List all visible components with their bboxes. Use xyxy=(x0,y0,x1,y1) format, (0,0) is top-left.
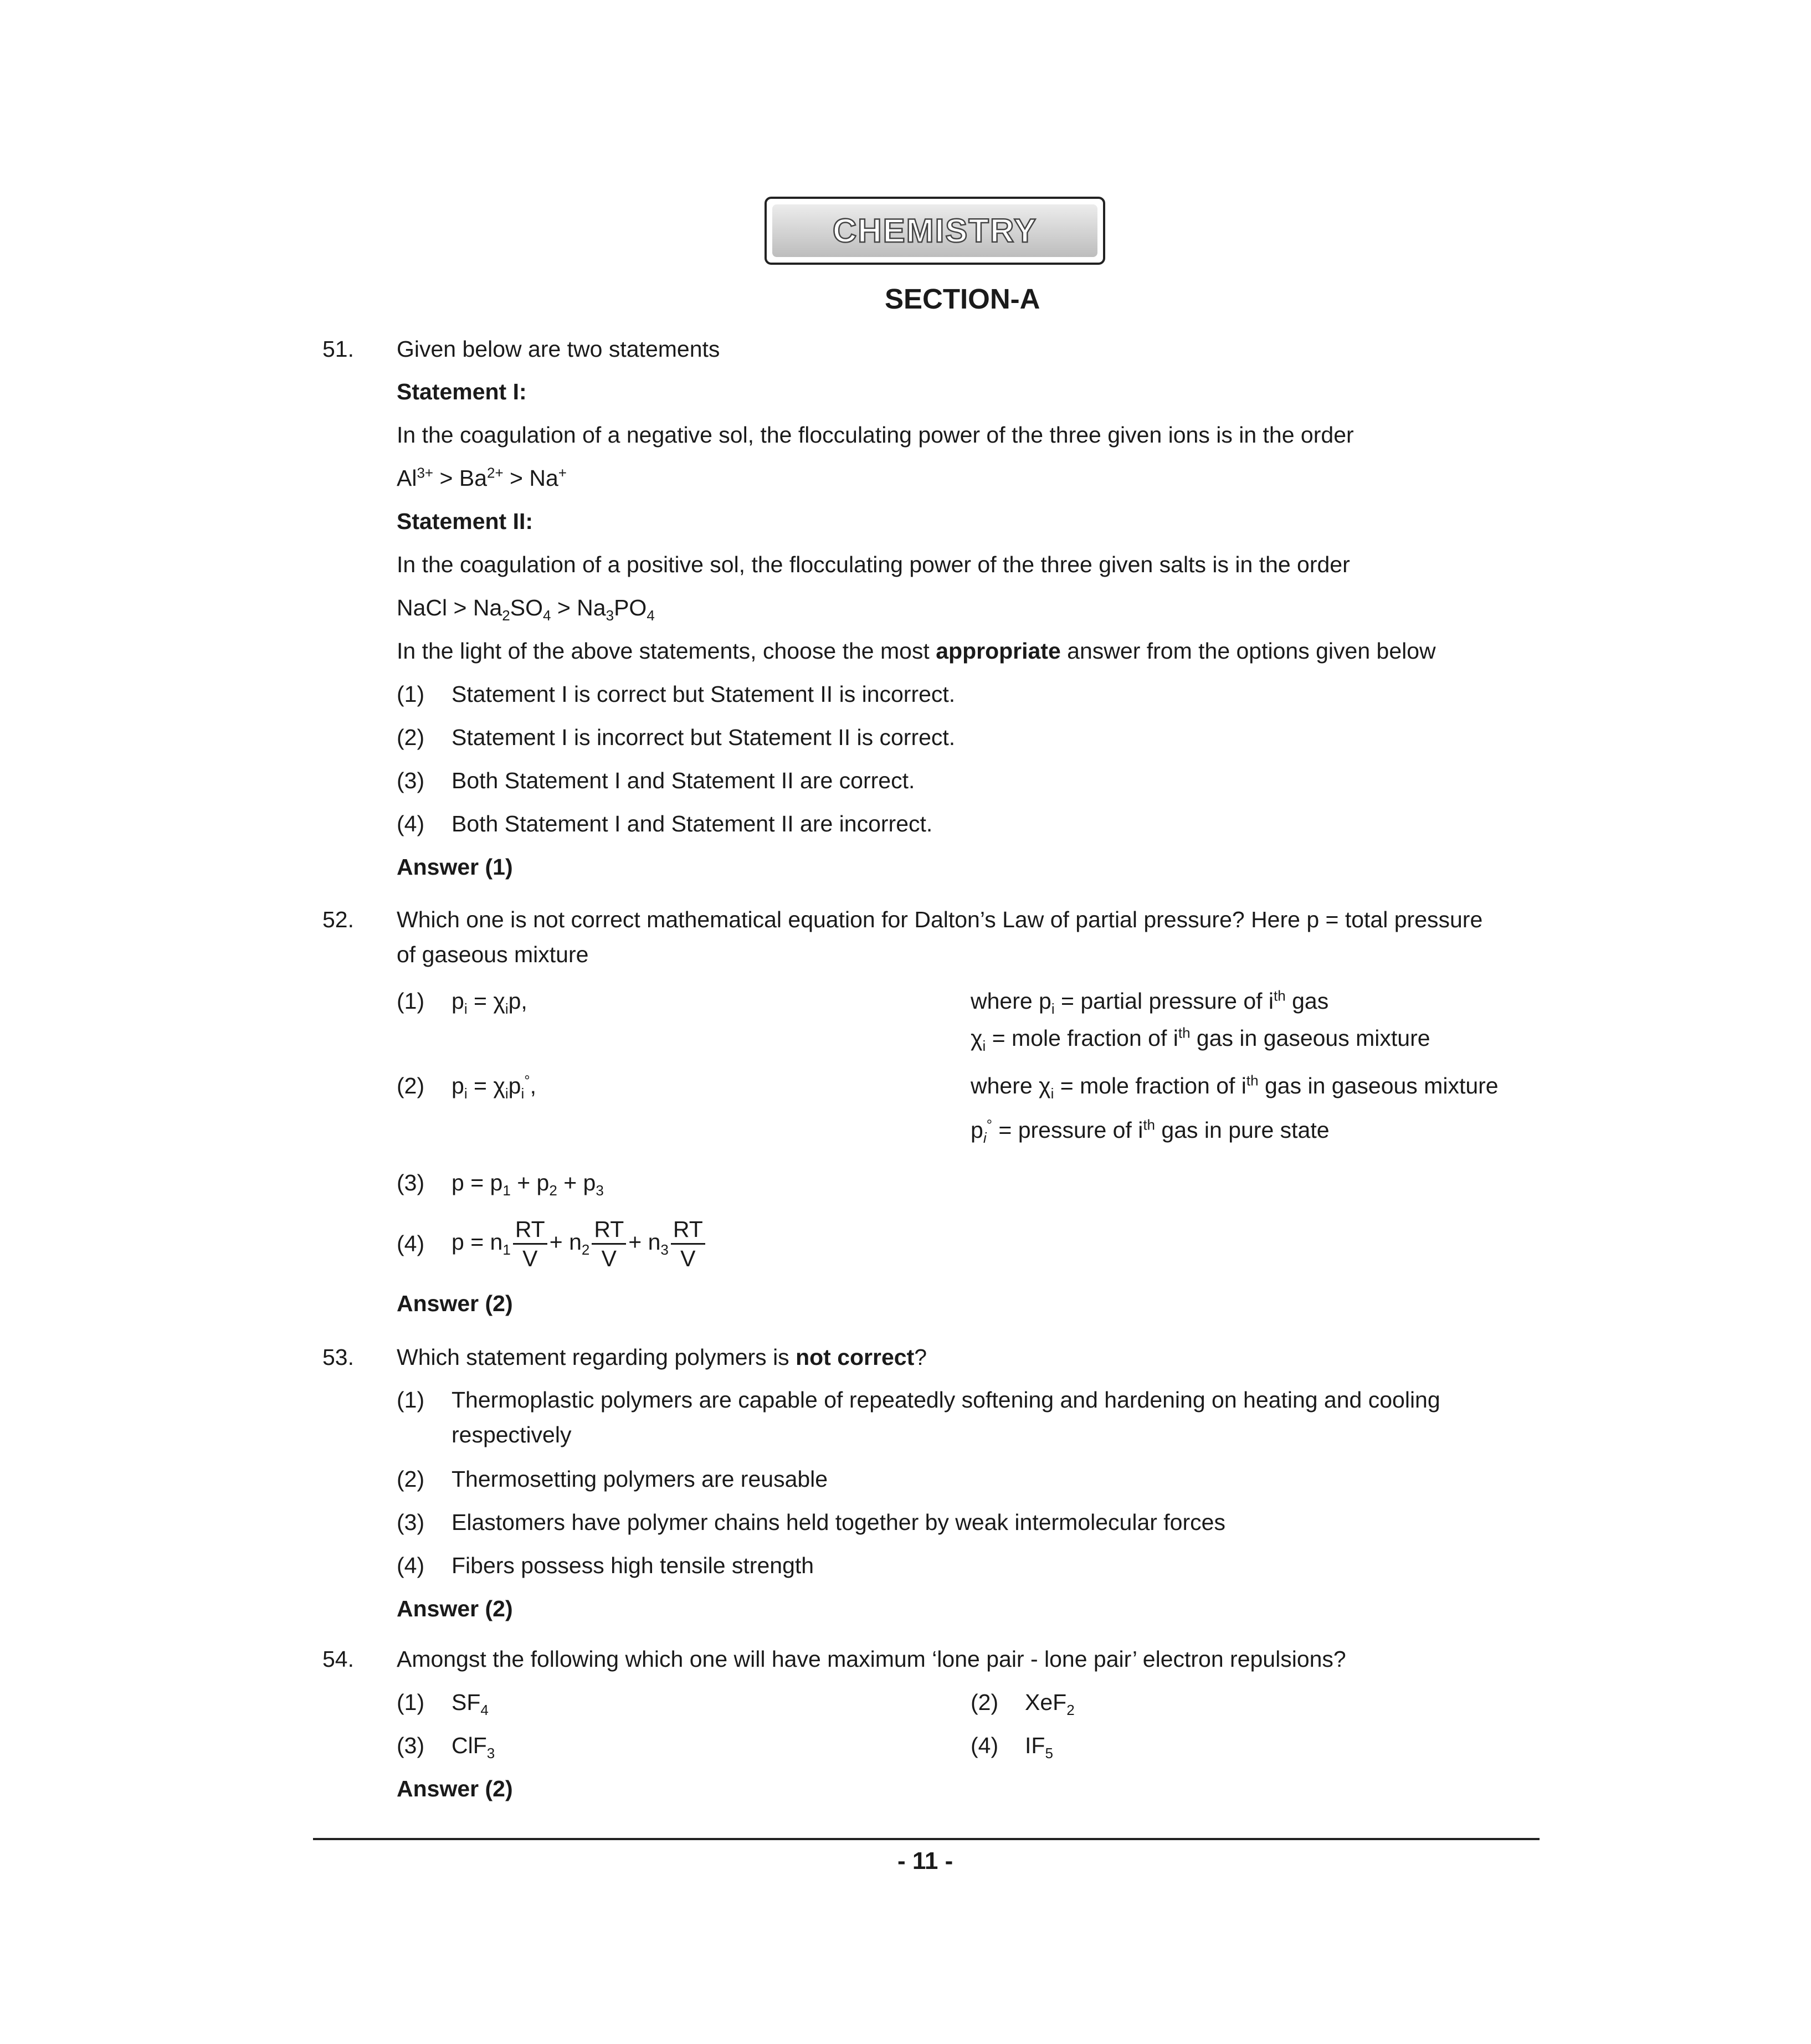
q54-option-number: (3) xyxy=(397,1733,425,1758)
q52-option1-note-a: where $p_i$ = partial pressure of $i^{th}$ gas xyxy=(971,987,1329,1018)
q52-number: 52. xyxy=(322,907,354,932)
q54-option-number: (2) xyxy=(971,1689,999,1715)
section-title: SECTION-A xyxy=(885,283,1040,315)
q52-stem-line2: of gaseous mixture xyxy=(397,942,589,967)
q53-option-text: Thermosetting polymers are reusable xyxy=(452,1466,828,1492)
q52-option2-equation: $p_i = \chi_ip_i^\circ$, xyxy=(452,1072,537,1102)
q54-answer: Answer (2) xyxy=(397,1776,513,1801)
q53-number: 53. xyxy=(322,1344,354,1370)
q52-option-number: (2) xyxy=(397,1073,425,1098)
q52-option2-note-a: where $\chi_i$ = mole fraction of $i^{th}$ gas in gaseous mixture xyxy=(971,1072,1499,1102)
q52-answer: Answer (2) xyxy=(397,1291,513,1316)
q54-option-number: (4) xyxy=(971,1733,999,1758)
q52-option1-note-b: $\chi_i$ = mole fraction of $i^{th}$ gas in gaseous mixture xyxy=(971,1024,1430,1055)
footer-divider xyxy=(313,1838,1540,1840)
q53-option-text: Thermoplastic polymers are capable of repeatedly softening and hardening on heating and cooling xyxy=(452,1387,1440,1413)
q53-option-number: (4) xyxy=(397,1553,425,1578)
subject-title: CHEMISTRY xyxy=(832,212,1038,249)
q51-statement2-order: NaCl > $Na_2SO_4 > Na_3PO_4$ xyxy=(397,595,655,624)
q54-option3-formula: ClF$_3$ xyxy=(452,1733,495,1762)
q53-answer: Answer (2) xyxy=(397,1596,513,1621)
q51-statement1-order: $Al^{3+} > Ba^{2+} > Na^+$ xyxy=(397,464,567,491)
q51-option-number: (1) xyxy=(397,681,425,707)
q51-answer: Answer (1) xyxy=(397,854,513,880)
q53-option-number: (2) xyxy=(397,1466,425,1492)
q51-statement2-text: In the coagulation of a positive sol, the flocculating power of the three given salts is in the order xyxy=(397,552,1350,577)
subject-banner-fill xyxy=(772,204,1097,257)
q54-stem: Amongst the following which one will have maximum ‘lone pair - lone pair’ electron repulsions? xyxy=(397,1646,1346,1672)
q51-option-number: (3) xyxy=(397,768,425,793)
q51-intro: Given below are two statements xyxy=(397,336,720,362)
q51-statement1-label: Statement I: xyxy=(397,379,527,404)
q54-option4-formula: $IF_5$ xyxy=(1025,1733,1053,1762)
q51-option-text: Both Statement I and Statement II are correct. xyxy=(452,768,915,793)
q53-option-number: (3) xyxy=(397,1509,425,1535)
q52-option1-equation: $p_i = \chi_ip$, xyxy=(452,988,527,1018)
q51-option-number: (2) xyxy=(397,725,425,750)
q51-option-text: Both Statement I and Statement II are incorrect. xyxy=(452,811,933,836)
q54-option-number: (1) xyxy=(397,1689,425,1715)
q51-option-number: (4) xyxy=(397,811,425,836)
q52-option3-equation: $p = p_1 + p_2 + p_3$ xyxy=(452,1170,604,1199)
q53-stem: Which statement regarding polymers is not correct? xyxy=(397,1344,927,1370)
q53-option-text-cont: respectively xyxy=(452,1422,572,1447)
q52-option2-note-b: $p_i^\circ$ = pressure of $i^{th}$ gas in pure state xyxy=(971,1116,1330,1147)
subject-banner xyxy=(765,197,1105,265)
q54-option1-formula: $SF_4$ xyxy=(452,1689,489,1719)
q54-number: 54. xyxy=(322,1646,354,1672)
q51-option-text: Statement I is incorrect but Statement II is correct. xyxy=(452,725,956,750)
q52-option4-equation: $p = n_1$ $\frac{RT}{V}$ + $n_2$ $\frac{RT}{V}$ + $n_3$ $\frac{RT}{V}$ xyxy=(452,1212,707,1272)
q54-option2-formula: XeF$_2$ xyxy=(1025,1689,1075,1719)
q53-option-text: Fibers possess high tensile strength xyxy=(452,1553,814,1578)
q53-option-number: (1) xyxy=(397,1387,425,1413)
q52-option-number: (3) xyxy=(397,1170,425,1195)
q51-number: 51. xyxy=(322,336,354,362)
q51-option-text: Statement I is correct but Statement II is incorrect. xyxy=(452,681,956,707)
page-number: - 11 - xyxy=(897,1847,953,1874)
q51-statement1-text: In the coagulation of a negative sol, the flocculating power of the three given ions is in the order xyxy=(397,422,1354,448)
q51-statement2-label: Statement II: xyxy=(397,509,533,534)
q51-prompt: In the light of the above statements, choose the most appropriate answer from the options given below xyxy=(397,638,1436,664)
q52-option-number: (4) xyxy=(397,1231,425,1256)
q52-stem-line1: Which one is not correct mathematical equation for Dalton’s Law of partial pressure? Here p = total pressure xyxy=(397,907,1483,932)
q52-option-number: (1) xyxy=(397,988,425,1014)
q53-option-text: Elastomers have polymer chains held together by weak intermolecular forces xyxy=(452,1509,1225,1535)
